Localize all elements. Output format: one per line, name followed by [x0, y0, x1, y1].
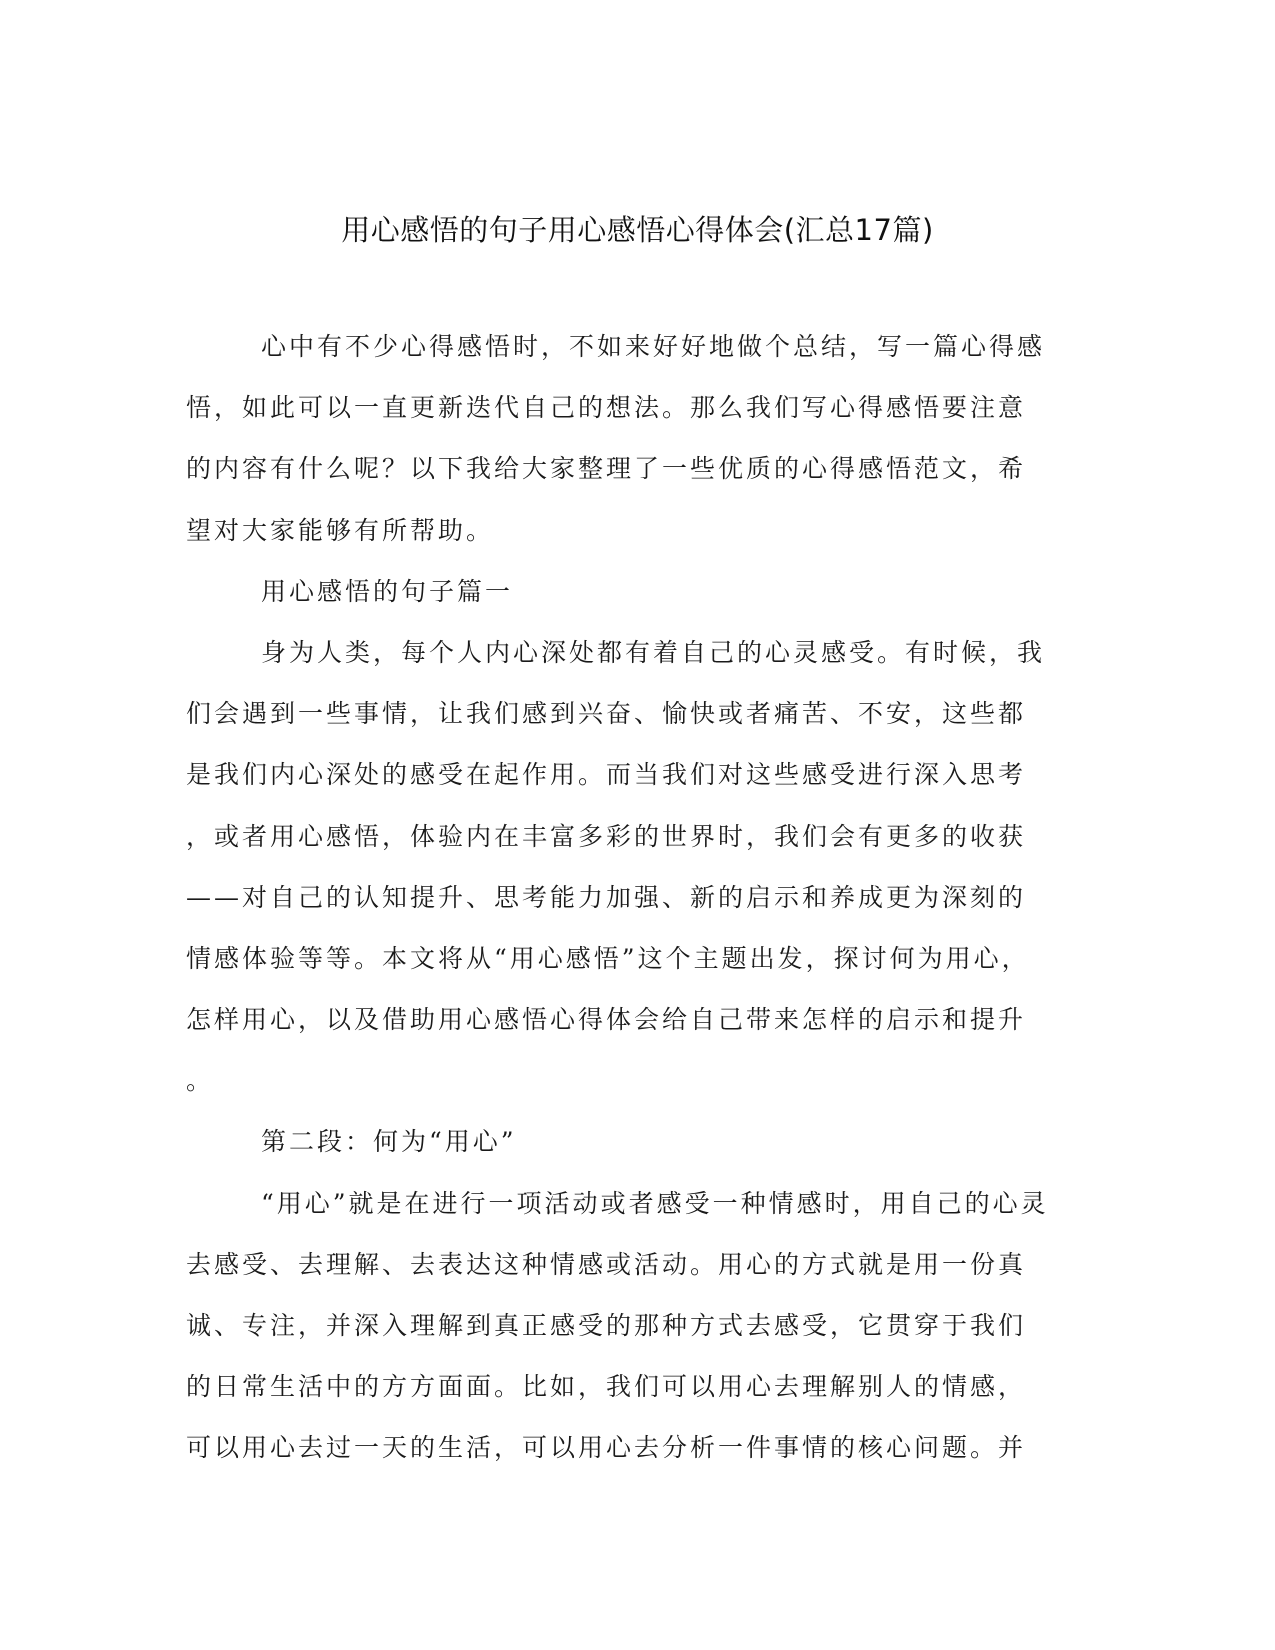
document-title: 用心感悟的句子用心感悟心得体会(汇总17篇)	[341, 213, 934, 247]
body-line: 去感受、去理解、去表达这种情感或活动。用心的方式就是用一份真	[186, 1249, 1027, 1279]
body-line: 诚、专注，并深入理解到真正感受的那种方式去感受，它贯穿于我们	[186, 1311, 1027, 1340]
section-heading: 第二段：何为“用心”	[261, 1127, 517, 1157]
body-line: 身为人类，每个人内心深处都有着自己的心灵感受。有时候，我	[261, 637, 1046, 667]
body-line: ——对自己的认知提升、思考能力加强、新的启示和养成更为深刻的	[186, 882, 1027, 912]
body-line: 是我们内心深处的感受在起作用。而当我们对这些感受进行深入思考	[186, 760, 1027, 790]
body-line: “用心”就是在进行一项活动或者感受一种情感时，用自己的心灵	[261, 1188, 1049, 1218]
body-line: 怎样用心，以及借助用心感悟心得体会给自己带来怎样的启示和提升	[186, 1005, 1027, 1035]
body-line: 悟，如此可以一直更新迭代自己的想法。那么我们写心得感悟要注意	[186, 393, 1027, 423]
body-line: ，或者用心感悟，体验内在丰富多彩的世界时，我们会有更多的收获	[186, 821, 1027, 851]
body-line: 的日常生活中的方方面面。比如，我们可以用心去理解别人的情感，	[186, 1372, 1027, 1402]
section-heading: 用心感悟的句子篇一	[261, 576, 514, 606]
document-body	[186, 325, 1076, 1488]
body-line: 情感体验等等。本文将从“用心感悟”这个主题出发，探讨何为用心，	[186, 943, 1030, 973]
body-line: 心中有不少心得感悟时，不如来好好地做个总结，写一篇心得感	[261, 332, 1046, 361]
body-line: 可以用心去过一天的生活，可以用心去分析一件事情的核心问题。并	[186, 1433, 1027, 1463]
body-line: 的内容有什么呢？以下我给大家整理了一些优质的心得感悟范文，希	[186, 454, 1027, 484]
body-line: 望对大家能够有所帮助。	[186, 515, 495, 545]
body-line: 们会遇到一些事情，让我们感到兴奋、愉快或者痛苦、不安，这些都	[186, 699, 1027, 729]
body-line: 。	[186, 1066, 215, 1096]
